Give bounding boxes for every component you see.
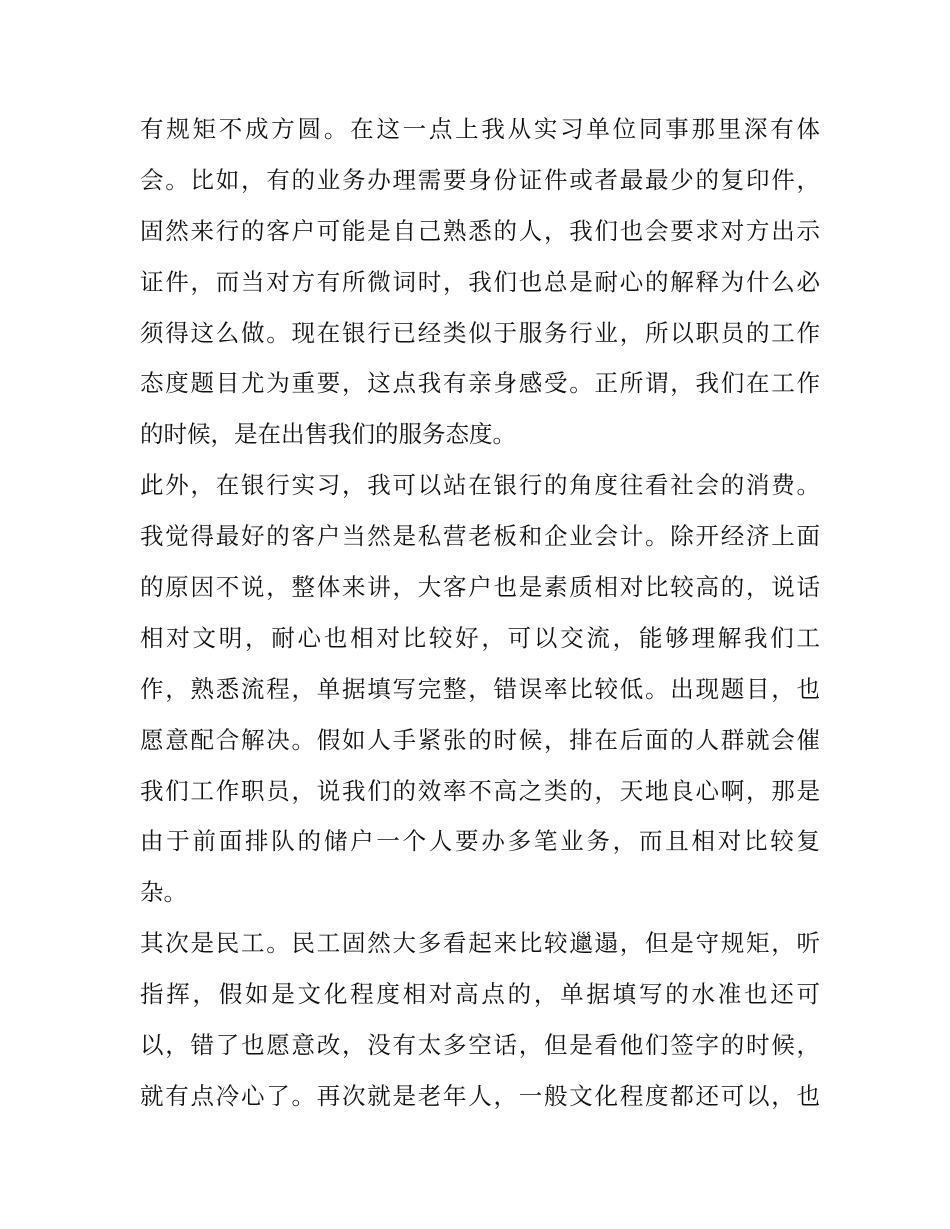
text-line: 作，熟悉流程，单据填写完整，错误率比较低。出现题目，也 xyxy=(140,674,820,703)
text-line: 指挥，假如是文化程度相对高点的，单据填写的水准也还可 xyxy=(140,980,820,1009)
text-line: 杂。 xyxy=(140,878,187,907)
text-line: 证件，而当对方有所微词时，我们也总是耐心的解释为什么必 xyxy=(140,267,820,296)
text-line: 我觉得最好的客户当然是私营老板和企业会计。除开经济上面 xyxy=(140,522,820,551)
text-line: 须得这么做。现在银行已经类似于服务行业，所以职员的工作 xyxy=(140,318,820,347)
text-line: 的原因不说，整体来讲，大客户也是素质相对比较高的，说话 xyxy=(140,573,820,602)
text-line: 我们工作职员，说我们的效率不高之类的，天地良心啊，那是 xyxy=(140,776,820,805)
text-line: 态度题目尤为重要，这点我有亲身感受。正所谓，我们在工作 xyxy=(140,369,820,398)
text-line: 其次是民工。民工固然大多看起来比较邋遢，但是守规矩，听 xyxy=(140,929,820,958)
text-line: 由于前面排队的储户一个人要办多笔业务，而且相对比较复 xyxy=(140,827,820,856)
text-line: 此外，在银行实习，我可以站在银行的角度往看社会的消费。 xyxy=(140,471,820,500)
text-line: 愿意配合解决。假如人手紧张的时候，排在后面的人群就会催 xyxy=(140,725,820,754)
text-line: 会。比如，有的业务办理需要身份证件或者最最少的复印件， xyxy=(140,165,820,194)
text-line: 以，错了也愿意改，没有太多空话，但是看他们签字的时候， xyxy=(140,1031,820,1060)
body-text xyxy=(140,104,820,1122)
text-line: 的时候，是在出售我们的服务态度。 xyxy=(140,420,516,449)
text-line: 就有点冷心了。再次就是老年人，一般文化程度都还可以，也 xyxy=(140,1081,820,1110)
text-line: 有规矩不成方圆。在这一点上我从实习单位同事那里深有体 xyxy=(140,115,820,143)
text-line: 相对文明，耐心也相对比较好，可以交流，能够理解我们工 xyxy=(140,623,820,652)
text-line: 固然来行的客户可能是自己熟悉的人，我们也会要求对方出示 xyxy=(140,216,820,245)
